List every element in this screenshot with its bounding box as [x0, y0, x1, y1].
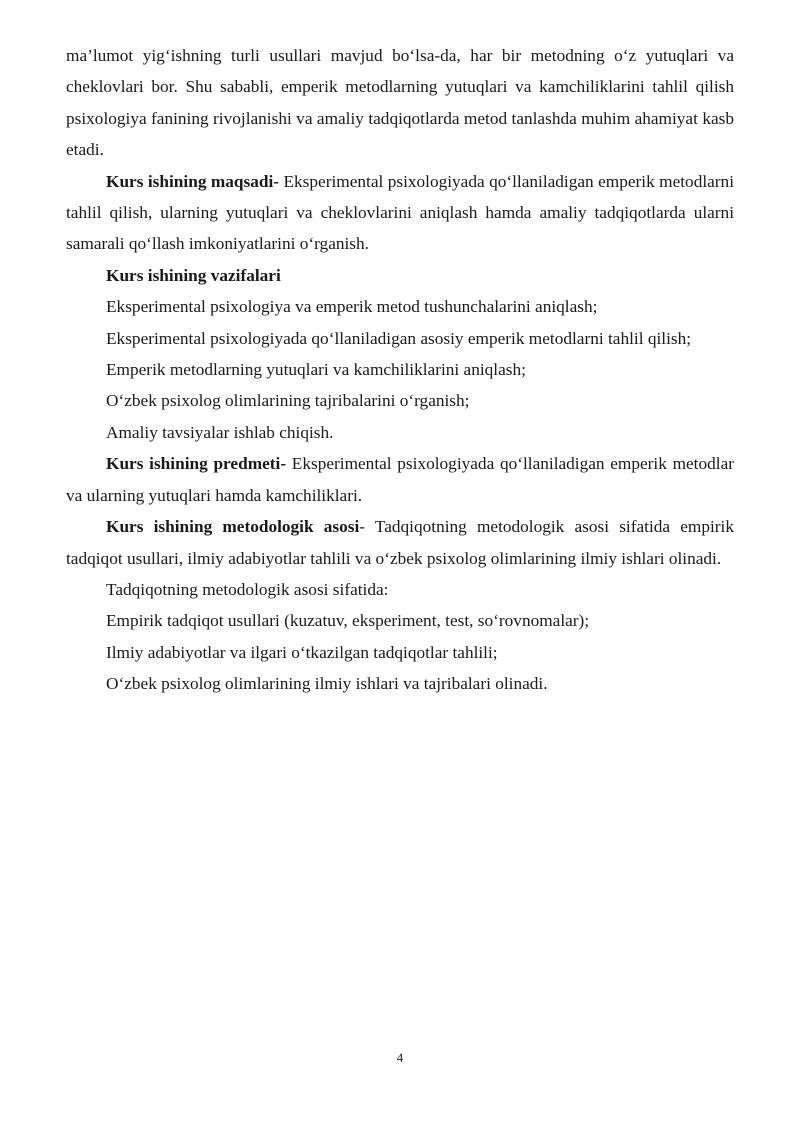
task-item: Amaliy tavsiyalar ishlab chiqish.: [106, 422, 334, 442]
methodology-item: Ilmiy adabiyotlar va ilgari o‘tkazilgan tadqiqotlar tahlili;: [106, 642, 498, 662]
subject-text: Eksperimental psixologiyada qo‘llaniladigan emperik metodlar va ularning yutuqlari hamda kamchiliklari.: [66, 454, 734, 505]
task-item: Eksperimental psixologiya va emperik metod tushunchalarini aniqlash;: [106, 297, 598, 317]
task-item: O‘zbek psixolog olimlarining tajribalarini o‘rganish;: [106, 391, 470, 411]
goal-label: Kurs ishining maqsadi-: [106, 171, 280, 191]
subject-paragraph: [66, 448, 734, 511]
subject-label: Kurs ishining predmeti-: [106, 454, 287, 474]
body-text: [66, 40, 734, 700]
task-item: Emperik metodlarning yutuqlari va kamchiliklarini aniqlash;: [106, 360, 526, 380]
page-number: 4: [396, 1050, 404, 1065]
methodology-item: Empirik tadqiqot usullari (kuzatuv, eksperiment, test, so‘rovnomalar);: [106, 611, 590, 631]
tasks-heading: Kurs ishining vazifalari: [106, 265, 281, 285]
methodology-paragraph: [66, 511, 734, 574]
task-item: Eksperimental psixologiyada qo‘llaniladigan asosiy emperik metodlarni tahlil qilish;: [106, 328, 692, 348]
intro-paragraph: ma’lumot yig‘ishning turli usullari mavjud bo‘lsa-da, har bir metodning o‘z yutuqlari va cheklovlari bor. Shu sababli, emperik metodlarning yutuqlari va kamchiliklarini tahlil qilish psixologiya fanining rivojlanishi va amaliy tadqiqotlarda metod tanlashda muhim ahamiyat kasb etadi.: [66, 46, 734, 160]
methodology-item: O‘zbek psixolog olimlarining ilmiy ishlari va tajribalari olinadi.: [106, 674, 548, 694]
methodology-intro: Tadqiqotning metodologik asosi sifatida:: [106, 579, 389, 599]
methodology-label: Kurs ishining metodologik asosi: [106, 517, 360, 537]
goal-paragraph: [66, 166, 734, 260]
methodology-text: - Tadqiqotning metodologik asosi sifatida empirik tadqiqot usullari, ilmiy adabiyotlar tahlili va o‘zbek psixolog olimlarining ilmiy ishlari olinadi.: [66, 517, 734, 568]
goal-text: Eksperimental psixologiyada qo‘llaniladigan emperik metodlarni tahlil qilish, ularning yutuqlari va cheklovlarini aniqlash hamda amaliy tadqiqotlarda ularni samarali qo‘llash imkoniyatlarini o‘rganish.: [66, 171, 734, 254]
